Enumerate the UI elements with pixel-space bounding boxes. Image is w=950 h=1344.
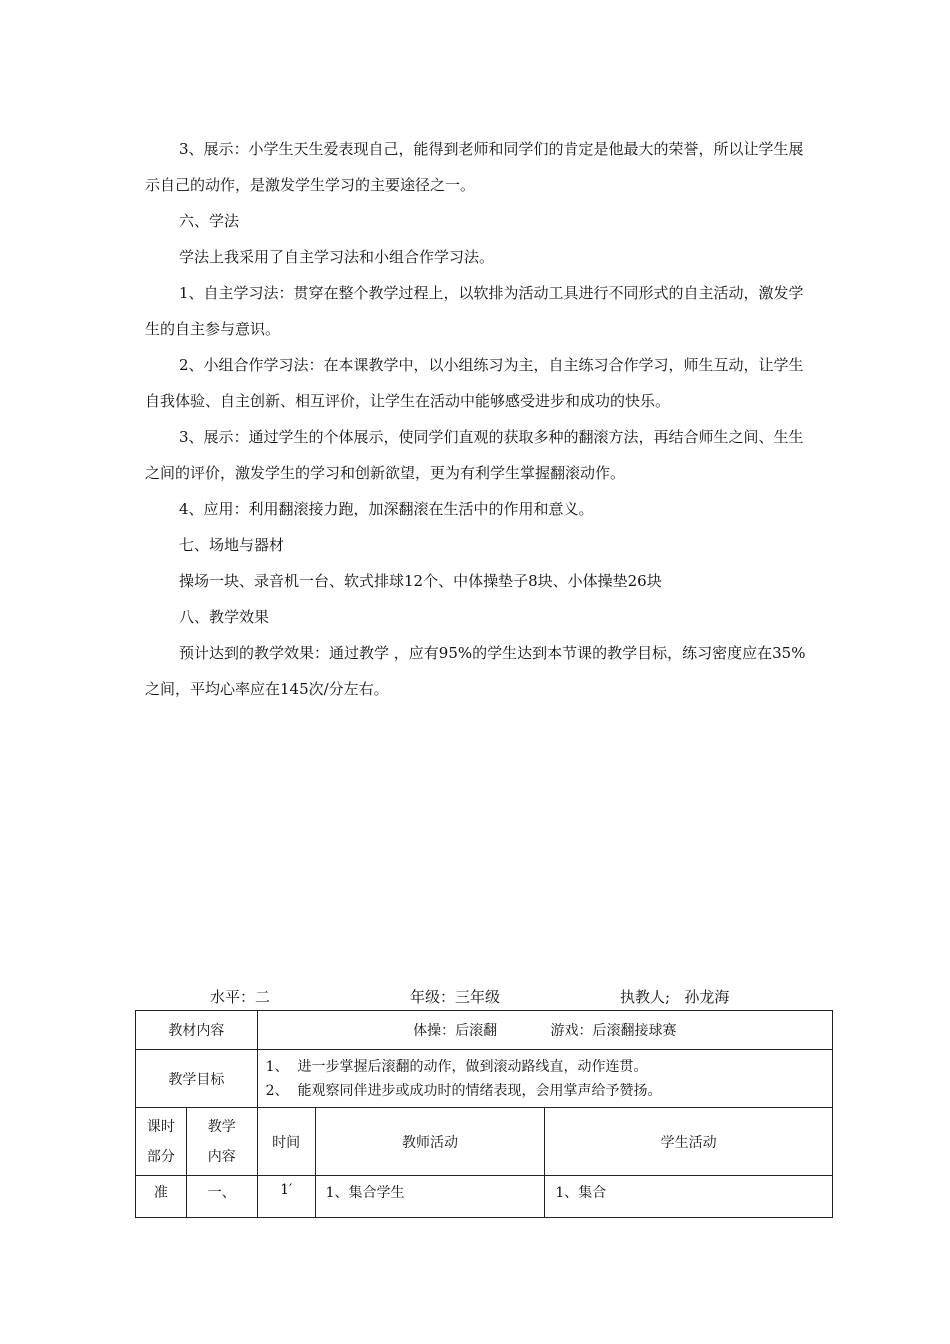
goal-item: 1、 进一步掌握后滚翻的动作，做到滚动路线直，动作连贯。 xyxy=(265,1058,648,1075)
heading-study-method: 六、学法 xyxy=(179,212,240,230)
row-teacher-cell: 1、集合学生 xyxy=(315,1176,545,1218)
row-time-cell: 1′ xyxy=(257,1176,315,1218)
paragraph-self-study: 1、自主学习法：贯穿在整个教学过程上，以软排为活动工具进行不同形式的自主活动，激发学生的自主参与意识。 xyxy=(145,284,804,338)
header-content-line1: 教学 xyxy=(207,1118,236,1135)
table-row xyxy=(136,1011,833,1050)
goal-item: 2、 能观察同伴进步或成功时的情绪表现，会用掌声给予赞扬。 xyxy=(265,1082,662,1099)
row-content-cell: 一、 xyxy=(186,1176,257,1218)
row-student-cell: 1、集合 xyxy=(545,1176,833,1218)
header-part-line2: 部分 xyxy=(146,1148,175,1165)
table-header-row xyxy=(136,1108,833,1176)
level-label: 水平：二 xyxy=(210,988,271,1006)
content-value-cell: 体操：后滚翻 游戏：后滚翻接球赛 xyxy=(257,1011,832,1050)
header-time-cell: 时间 xyxy=(257,1108,315,1176)
header-content-cell xyxy=(186,1108,257,1176)
lesson-plan-table xyxy=(135,1010,833,1218)
goals-label-cell: 教学目标 xyxy=(136,1050,258,1108)
table-row xyxy=(136,1050,833,1108)
header-student-cell: 学生活动 xyxy=(545,1108,833,1176)
paragraph-display-2: 3、展示：通过学生的个体展示，使同学们直观的获取多种的翻滚方法，再结合师生之间、生生之间的评价，激发学生的学习和创新欲望，更为有利学生掌握翻滚动作。 xyxy=(145,428,804,482)
heading-teaching-effect: 八、教学效果 xyxy=(179,608,270,626)
paragraph-effect: 预计达到的教学效果：通过教学 ，应有95%的学生达到本节课的教学目标，练习密度应在35%之间，平均心率应在145次/分左右。 xyxy=(145,644,806,698)
paragraph-application: 4、应用：利用翻滚接力跑，加深翻滚在生活中的作用和意义。 xyxy=(179,500,594,518)
header-part-cell xyxy=(136,1108,187,1176)
header-content-line2: 内容 xyxy=(207,1148,236,1165)
header-teacher-cell: 教师活动 xyxy=(315,1108,545,1176)
lesson-header xyxy=(0,986,950,1008)
header-part-line1: 课时 xyxy=(146,1118,175,1135)
teacher-label: 执教人; 孙龙海 xyxy=(620,988,730,1006)
row-part-cell: 准 xyxy=(136,1176,187,1218)
paragraph-study-intro: 学法上我采用了自主学习法和小组合作学习法。 xyxy=(179,248,495,266)
goals-cell xyxy=(257,1050,832,1108)
grade-label: 年级：三年级 xyxy=(410,988,501,1006)
heading-venue-equipment: 七、场地与器材 xyxy=(179,536,285,554)
table-row xyxy=(136,1176,833,1218)
paragraph-group-study: 2、小组合作学习法：在本课教学中，以小组练习为主，自主练习合作学习，师生互动，让学生自我体验、自主创新、相互评价，让学生在活动中能够感受进步和成功的快乐。 xyxy=(145,356,804,410)
paragraph-display: 3、展示：小学生天生爱表现自己，能得到老师和同学们的肯定是他最大的荣誉，所以让学生展示自己的动作，是激发学生学习的主要途径之一。 xyxy=(145,140,804,194)
content-label-cell: 教材内容 xyxy=(136,1011,258,1050)
paragraph-equipment: 操场一块、录音机一台、软式排球12个、中体操垫子8块、小体操垫26块 xyxy=(179,572,662,590)
